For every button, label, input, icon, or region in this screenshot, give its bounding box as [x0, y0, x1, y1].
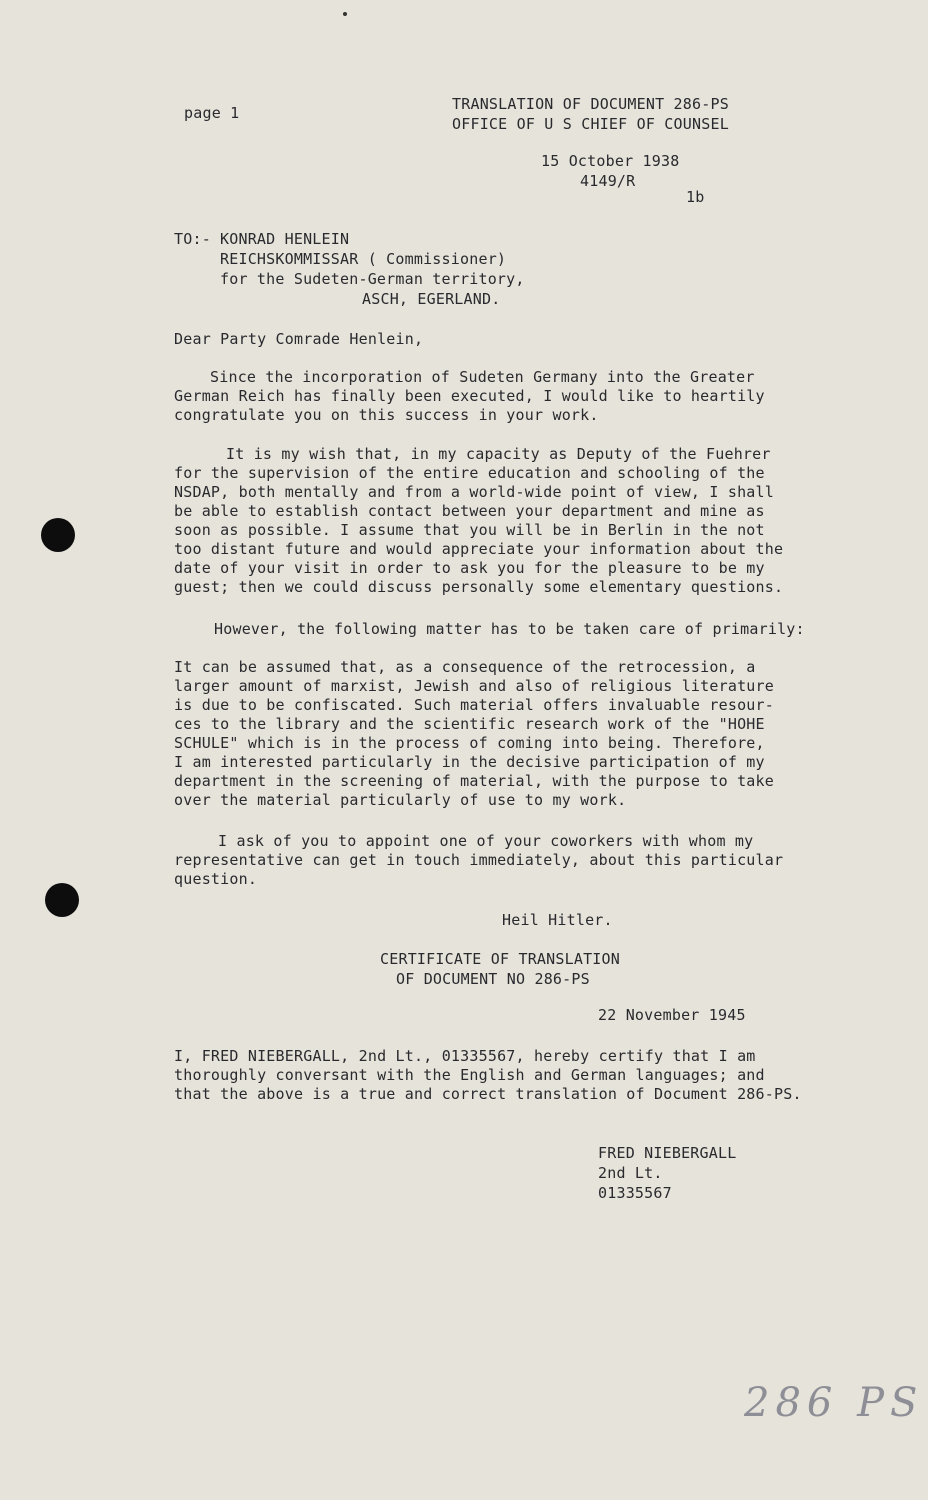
paragraph-4-line: It can be assumed that, as a consequence of the retrocession, a	[174, 658, 756, 676]
certificate-statement-line: I, FRED NIEBERGALL, 2nd Lt., 01335567, hereby certify that I am	[174, 1047, 756, 1065]
paragraph-1-line: German Reich has finally been executed, I would like to heartily	[174, 387, 765, 405]
certificate-date: 22 November 1945	[598, 1006, 746, 1024]
paragraph-2-line: date of your visit in order to ask you for the pleasure to be my	[174, 559, 765, 577]
paragraph-3: However, the following matter has to be taken care of primarily:	[214, 620, 805, 638]
paragraph-5-line: question.	[174, 870, 258, 888]
document-title-line2: OFFICE OF U S CHIEF OF COUNSEL	[452, 115, 729, 133]
paragraph-2-line: be able to establish contact between your department and mine as	[174, 502, 765, 520]
document-title-line1: TRANSLATION OF DOCUMENT 286-PS	[452, 95, 729, 113]
paragraph-1-line: Since the incorporation of Sudeten Germany into the Greater	[210, 368, 755, 386]
address-name: KONRAD HENLEIN	[220, 230, 350, 248]
paragraph-2-line: It is my wish that, in my capacity as Deputy of the Fuehrer	[226, 445, 771, 463]
letter-reference: 4149/R	[580, 172, 636, 190]
signature-serial: 01335567	[598, 1184, 672, 1202]
certificate-statement	[174, 1047, 802, 1104]
paragraph-4-line: department in the screening of material, with the purpose to take	[174, 772, 774, 790]
paragraph-4-line: ces to the library and the scientific research work of the "HOHE	[174, 715, 765, 733]
address-territory: for the Sudeten-German territory,	[220, 270, 525, 288]
certificate-statement-line: thoroughly conversant with the English and German languages; and	[174, 1066, 765, 1084]
paper-speck	[343, 12, 347, 16]
paragraph-1-line: congratulate you on this success in your work.	[174, 406, 599, 424]
paragraph-5-line: I ask of you to appoint one of your coworkers with whom my	[218, 832, 754, 850]
page-mark: 1b	[686, 188, 705, 206]
paragraph-2-line: too distant future and would appreciate your information about the	[174, 540, 784, 558]
paragraph-2-line: guest; then we could discuss personally some elementary questions.	[174, 578, 784, 596]
handwritten-note: 286 PS	[744, 1380, 924, 1426]
signature-rank: 2nd Lt.	[598, 1164, 663, 1182]
paragraph-5-line: representative can get in touch immediately, about this particular	[174, 851, 784, 869]
letter-date: 15 October 1938	[541, 152, 680, 170]
paragraph-5	[174, 832, 783, 889]
paragraph-4-line: larger amount of marxist, Jewish and also of religious literature	[174, 677, 774, 695]
paragraph-4-line: over the material particularly of use to my work.	[174, 791, 627, 809]
certificate-statement-line: that the above is a true and correct translation of Document 286-PS.	[174, 1085, 802, 1103]
address-prefix: TO:-	[174, 230, 211, 248]
paragraph-4	[174, 658, 774, 810]
paragraph-2-line: for the supervision of the entire education and schooling of the	[174, 464, 765, 482]
closing: Heil Hitler.	[502, 911, 613, 929]
signature-name: FRED NIEBERGALL	[598, 1144, 737, 1162]
address-title: REICHSKOMMISSAR ( Commissioner)	[220, 250, 507, 268]
paragraph-2	[174, 445, 783, 597]
paragraph-2-line: soon as possible. I assume that you will be in Berlin in the not	[174, 521, 765, 539]
punch-hole-bottom	[45, 883, 79, 917]
paragraph-4-line: is due to be confiscated. Such material offers invaluable resour-	[174, 696, 774, 714]
certificate-title-line2: OF DOCUMENT NO 286-PS	[396, 970, 590, 988]
paragraph-2-line: NSDAP, both mentally and from a world-wide point of view, I shall	[174, 483, 774, 501]
punch-hole-top	[41, 518, 75, 552]
page-label: page 1	[184, 104, 240, 122]
certificate-title-line1: CERTIFICATE OF TRANSLATION	[380, 950, 620, 968]
salutation: Dear Party Comrade Henlein,	[174, 330, 424, 348]
paragraph-4-line: SCHULE" which is in the process of coming into being. Therefore,	[174, 734, 765, 752]
paragraph-1	[174, 368, 765, 425]
address-place: ASCH, EGERLAND.	[362, 290, 501, 308]
paragraph-4-line: I am interested particularly in the decisive participation of my	[174, 753, 765, 771]
